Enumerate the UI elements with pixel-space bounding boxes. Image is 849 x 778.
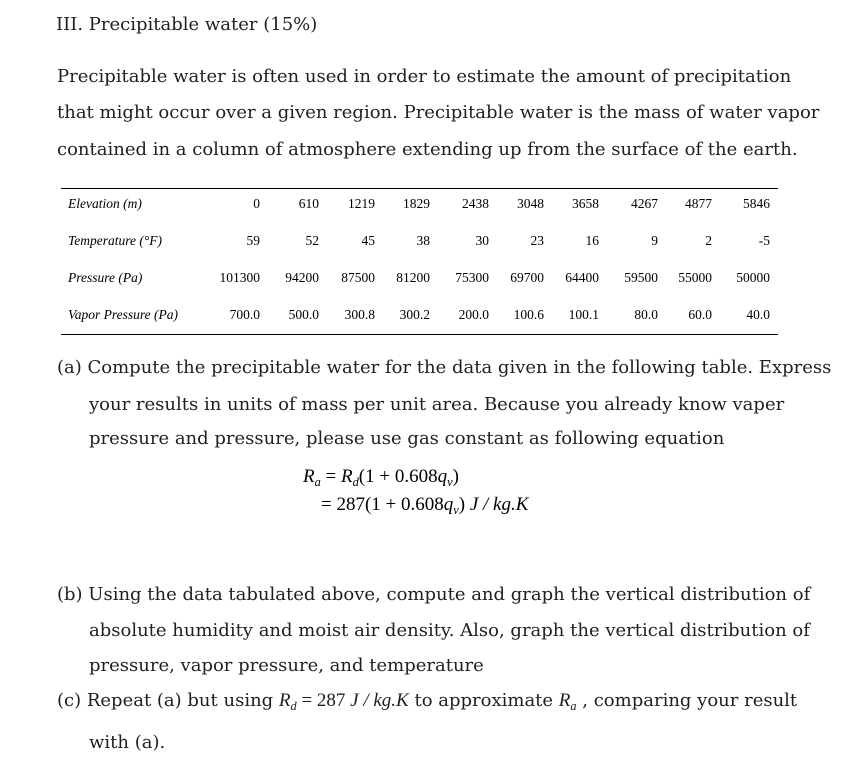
table-cell: 52 [305, 233, 319, 248]
table-cell: 45 [361, 233, 375, 248]
table-cell: 300.8 [344, 307, 375, 322]
table-row-vapor-pressure [61, 300, 778, 334]
table-cell: 3658 [572, 196, 599, 211]
question-b-line: pressure, vapor pressure, and temperature [89, 655, 484, 676]
table-cell: 81200 [396, 270, 430, 285]
table-cell: 16 [585, 233, 599, 248]
table-cell: 1829 [403, 196, 430, 211]
intro-paragraph-line: contained in a column of atmosphere extending up from the surface of the earth. [57, 139, 798, 160]
table-cell: 100.6 [513, 307, 544, 322]
question-a-line: your results in units of mass per unit area. Because you already know vaper [89, 394, 785, 415]
table-cell: 610 [298, 196, 319, 211]
table-cell: 30 [475, 233, 489, 248]
gas-constant-equation-line-2: = $287(1 + 0.608q_v)$ J / kg.K [321, 494, 529, 517]
table-cell: 700.0 [229, 307, 260, 322]
table-cell: 500.0 [288, 307, 319, 322]
table-cell: 0 [253, 196, 260, 211]
table-cell: 59 [246, 233, 260, 248]
table-cell: 59500 [624, 270, 658, 285]
table-cell: 55000 [678, 270, 712, 285]
table-cell: 80.0 [634, 307, 658, 322]
table-cell: 5846 [743, 196, 770, 211]
table-cell: 94200 [285, 270, 319, 285]
table-cell: 2438 [462, 196, 489, 211]
data-table [61, 188, 778, 335]
table-row-pressure [61, 263, 778, 300]
question-c-line: with (a). [89, 732, 166, 753]
question-b-line: absolute humidity and moist air density. Also, graph the vertical distribution of [89, 620, 810, 641]
table-cell: 60.0 [688, 307, 712, 322]
table-cell: 9 [651, 233, 658, 248]
table-cell: 4267 [631, 196, 658, 211]
intro-paragraph-line: Precipitable water is often used in order to estimate the amount of precipitation [57, 66, 792, 87]
table-cell: 300.2 [399, 307, 430, 322]
table-cell: 69700 [510, 270, 544, 285]
table-cell: 50000 [736, 270, 770, 285]
table-row-temperature [61, 226, 778, 263]
table-cell: 100.1 [568, 307, 599, 322]
table-row-elevation [61, 189, 778, 226]
question-a-line: pressure and pressure, please use gas constant as following equation [89, 428, 725, 449]
table-cell: 2 [705, 233, 712, 248]
intro-paragraph-line: that might occur over a given region. Precipitable water is the mass of water vapor [57, 102, 820, 123]
row-label: Elevation (m) [68, 196, 142, 211]
table-cell: 40.0 [746, 307, 770, 322]
row-label: Vapor Pressure (Pa) [68, 307, 178, 322]
question-a-line: (a) Compute the precipitable water for the data given in the following table. Express [57, 357, 832, 378]
row-label: Pressure (Pa) [68, 270, 143, 285]
table-cell: 200.0 [458, 307, 489, 322]
question-c-line: (c) Repeat (a) but using $R_d = 287$ J / kg.K to approximate $R_a$ , comparing your result [57, 690, 798, 713]
table-cell: 1219 [348, 196, 375, 211]
section-heading: III. Precipitable water (15%) [56, 14, 318, 35]
table-cell: -5 [758, 233, 770, 248]
table-cell: 75300 [455, 270, 489, 285]
table-cell: 3048 [517, 196, 544, 211]
question-b-line: (b) Using the data tabulated above, compute and graph the vertical distribution of [57, 584, 811, 605]
gas-constant-equation-line-1: $R_a = R_d(1 + 0.608q_v)$ [303, 466, 459, 489]
table-cell: 38 [416, 233, 430, 248]
table-cell: 23 [530, 233, 544, 248]
table-cell: 87500 [341, 270, 375, 285]
table-cell: 101300 [219, 270, 260, 285]
row-label: Temperature (°F) [68, 233, 163, 248]
table-cell: 64400 [565, 270, 599, 285]
table-cell: 4877 [685, 196, 712, 211]
